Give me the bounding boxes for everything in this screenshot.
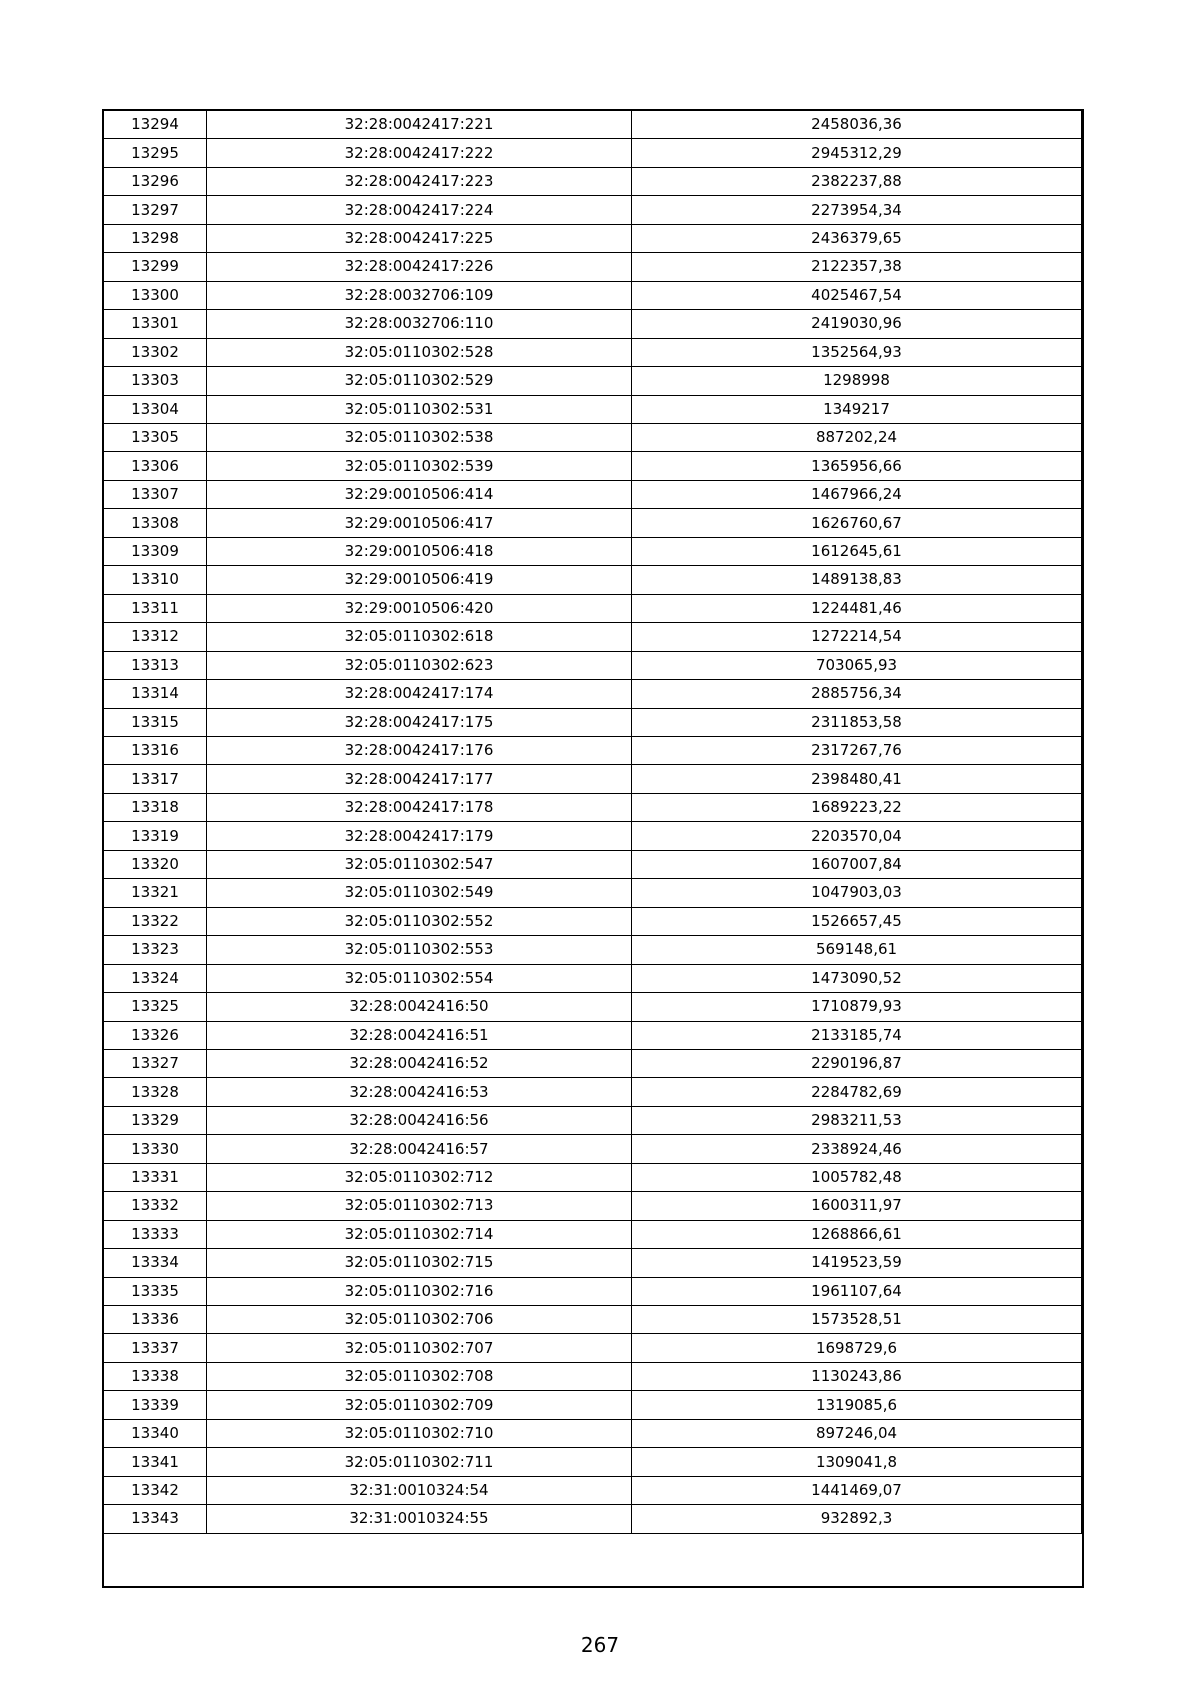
value-cell: 932892,3 [632,1505,1082,1533]
cadastral-number-cell: 32:28:0042417:179 [207,822,632,850]
table-row [104,367,1082,395]
value-cell: 1489138,83 [632,566,1082,594]
value-cell: 1961107,64 [632,1277,1082,1305]
table-row [104,111,1082,139]
cadastral-number-cell: 32:28:0042416:50 [207,993,632,1021]
row-number-cell: 13306 [104,452,207,480]
value-cell: 2382237,88 [632,167,1082,195]
value-cell: 1319085,6 [632,1391,1082,1419]
value-cell: 1612645,61 [632,537,1082,565]
row-number-cell: 13302 [104,338,207,366]
row-number-cell: 13339 [104,1391,207,1419]
table-row [104,1391,1082,1419]
row-number-cell: 13305 [104,423,207,451]
row-number-cell: 13300 [104,281,207,309]
row-number-cell: 13329 [104,1106,207,1134]
value-cell: 1272214,54 [632,623,1082,651]
row-number-cell: 13303 [104,367,207,395]
table-row [104,936,1082,964]
cadastral-number-cell: 32:28:0042417:176 [207,736,632,764]
table-row [104,139,1082,167]
cadastral-number-cell: 32:05:0110302:528 [207,338,632,366]
cadastral-number-cell: 32:05:0110302:706 [207,1306,632,1334]
row-number-cell: 13328 [104,1078,207,1106]
table-row [104,509,1082,537]
table-row [104,850,1082,878]
value-cell: 1441469,07 [632,1476,1082,1504]
value-cell: 2133185,74 [632,1021,1082,1049]
row-number-cell: 13325 [104,993,207,1021]
table-row [104,1277,1082,1305]
cadastral-number-cell: 32:05:0110302:715 [207,1249,632,1277]
value-cell: 1526657,45 [632,907,1082,935]
row-number-cell: 13332 [104,1192,207,1220]
cadastral-number-cell: 32:05:0110302:716 [207,1277,632,1305]
value-cell: 897246,04 [632,1419,1082,1447]
table-row [104,765,1082,793]
table-row [104,879,1082,907]
value-cell: 1365956,66 [632,452,1082,480]
cadastral-number-cell: 32:28:0042416:53 [207,1078,632,1106]
cadastral-number-cell: 32:28:0042416:57 [207,1135,632,1163]
row-number-cell: 13307 [104,480,207,508]
table-row [104,907,1082,935]
cadastral-number-cell: 32:31:0010324:55 [207,1505,632,1533]
table-row [104,281,1082,309]
row-number-cell: 13308 [104,509,207,537]
row-number-cell: 13304 [104,395,207,423]
value-cell: 2122357,38 [632,253,1082,281]
table-row [104,1476,1082,1504]
page-number: 267 [580,1633,620,1657]
cadastral-number-cell: 32:05:0110302:529 [207,367,632,395]
cadastral-number-cell: 32:05:0110302:710 [207,1419,632,1447]
row-number-cell: 13333 [104,1220,207,1248]
table-row [104,793,1082,821]
cadastral-number-cell: 32:29:0010506:414 [207,480,632,508]
table-row [104,736,1082,764]
table-row [104,594,1082,622]
table-row [104,338,1082,366]
row-number-cell: 13316 [104,736,207,764]
table-row [104,1220,1082,1248]
row-number-cell: 13297 [104,196,207,224]
cadastral-number-cell: 32:05:0110302:707 [207,1334,632,1362]
table-body [104,111,1082,1534]
row-number-cell: 13321 [104,879,207,907]
cadastral-number-cell: 32:31:0010324:54 [207,1476,632,1504]
table-row [104,566,1082,594]
row-number-cell: 13314 [104,680,207,708]
table-row [104,680,1082,708]
row-number-cell: 13320 [104,850,207,878]
table-row [104,1192,1082,1220]
table-row [104,224,1082,252]
row-number-cell: 13315 [104,708,207,736]
row-number-cell: 13334 [104,1249,207,1277]
cadastral-number-cell: 32:05:0110302:554 [207,964,632,992]
value-cell: 2458036,36 [632,111,1082,139]
value-cell: 2317267,76 [632,736,1082,764]
table-row [104,1419,1082,1447]
value-cell: 2885756,34 [632,680,1082,708]
row-number-cell: 13317 [104,765,207,793]
value-cell: 2273954,34 [632,196,1082,224]
value-cell: 1268866,61 [632,1220,1082,1248]
cadastral-number-cell: 32:05:0110302:708 [207,1362,632,1390]
row-number-cell: 13343 [104,1505,207,1533]
row-number-cell: 13299 [104,253,207,281]
row-number-cell: 13318 [104,793,207,821]
table-row [104,395,1082,423]
data-table [103,110,1082,1534]
table-row [104,480,1082,508]
row-number-cell: 13336 [104,1306,207,1334]
cadastral-number-cell: 32:28:0042417:222 [207,139,632,167]
row-number-cell: 13298 [104,224,207,252]
row-number-cell: 13310 [104,566,207,594]
cadastral-number-cell: 32:29:0010506:418 [207,537,632,565]
value-cell: 2983211,53 [632,1106,1082,1134]
cadastral-number-cell: 32:05:0110302:711 [207,1448,632,1476]
value-cell: 887202,24 [632,423,1082,451]
row-number-cell: 13323 [104,936,207,964]
row-number-cell: 13338 [104,1362,207,1390]
table-row [104,1448,1082,1476]
cadastral-number-cell: 32:28:0042417:225 [207,224,632,252]
value-cell: 2284782,69 [632,1078,1082,1106]
value-cell: 2338924,46 [632,1135,1082,1163]
value-cell: 1626760,67 [632,509,1082,537]
cadastral-number-cell: 32:28:0042417:177 [207,765,632,793]
value-cell: 2945312,29 [632,139,1082,167]
cadastral-number-cell: 32:28:0032706:110 [207,310,632,338]
value-cell: 1349217 [632,395,1082,423]
table-row [104,167,1082,195]
row-number-cell: 13311 [104,594,207,622]
value-cell: 1689223,22 [632,793,1082,821]
value-cell: 569148,61 [632,936,1082,964]
cadastral-number-cell: 32:05:0110302:713 [207,1192,632,1220]
cadastral-number-cell: 32:28:0042417:224 [207,196,632,224]
cadastral-number-cell: 32:05:0110302:623 [207,651,632,679]
cadastral-number-cell: 32:29:0010506:420 [207,594,632,622]
row-number-cell: 13313 [104,651,207,679]
table-row [104,993,1082,1021]
value-cell: 1573528,51 [632,1306,1082,1334]
table-row [104,452,1082,480]
cadastral-number-cell: 32:05:0110302:552 [207,907,632,935]
value-cell: 1698729,6 [632,1334,1082,1362]
value-cell: 1224481,46 [632,594,1082,622]
value-cell: 1600311,97 [632,1192,1082,1220]
value-cell: 1473090,52 [632,964,1082,992]
cadastral-number-cell: 32:05:0110302:618 [207,623,632,651]
cadastral-number-cell: 32:28:0042417:174 [207,680,632,708]
table-row [104,1135,1082,1163]
table-row [104,708,1082,736]
value-cell: 1467966,24 [632,480,1082,508]
cadastral-number-cell: 32:05:0110302:553 [207,936,632,964]
cadastral-number-cell: 32:28:0042417:175 [207,708,632,736]
table-row [104,253,1082,281]
cadastral-number-cell: 32:05:0110302:714 [207,1220,632,1248]
cadastral-number-cell: 32:28:0042417:223 [207,167,632,195]
row-number-cell: 13337 [104,1334,207,1362]
cadastral-number-cell: 32:05:0110302:538 [207,423,632,451]
cadastral-number-cell: 32:28:0042417:221 [207,111,632,139]
table-row [104,651,1082,679]
table-row [104,1078,1082,1106]
row-number-cell: 13296 [104,167,207,195]
row-number-cell: 13309 [104,537,207,565]
row-number-cell: 13327 [104,1049,207,1077]
table-row [104,196,1082,224]
table-row [104,822,1082,850]
row-number-cell: 13294 [104,111,207,139]
value-cell: 2290196,87 [632,1049,1082,1077]
row-number-cell: 13331 [104,1163,207,1191]
value-cell: 2436379,65 [632,224,1082,252]
cadastral-number-cell: 32:05:0110302:547 [207,850,632,878]
row-number-cell: 13341 [104,1448,207,1476]
cadastral-number-cell: 32:05:0110302:709 [207,1391,632,1419]
table-row [104,1306,1082,1334]
cadastral-number-cell: 32:05:0110302:549 [207,879,632,907]
value-cell: 2203570,04 [632,822,1082,850]
row-number-cell: 13330 [104,1135,207,1163]
table-row [104,1505,1082,1533]
value-cell: 1047903,03 [632,879,1082,907]
value-cell: 4025467,54 [632,281,1082,309]
row-number-cell: 13340 [104,1419,207,1447]
table-row [104,964,1082,992]
value-cell: 703065,93 [632,651,1082,679]
row-number-cell: 13324 [104,964,207,992]
cadastral-number-cell: 32:05:0110302:712 [207,1163,632,1191]
row-number-cell: 13335 [104,1277,207,1305]
cadastral-number-cell: 32:28:0042417:226 [207,253,632,281]
cadastral-number-cell: 32:05:0110302:531 [207,395,632,423]
table-row [104,310,1082,338]
table-row [104,537,1082,565]
row-number-cell: 13342 [104,1476,207,1504]
table-row [104,1362,1082,1390]
row-number-cell: 13326 [104,1021,207,1049]
cadastral-number-cell: 32:29:0010506:419 [207,566,632,594]
value-cell: 2398480,41 [632,765,1082,793]
cadastral-number-cell: 32:28:0042416:56 [207,1106,632,1134]
value-cell: 1309041,8 [632,1448,1082,1476]
table-row [104,1049,1082,1077]
row-number-cell: 13301 [104,310,207,338]
row-number-cell: 13319 [104,822,207,850]
value-cell: 1419523,59 [632,1249,1082,1277]
value-cell: 1005782,48 [632,1163,1082,1191]
value-cell: 1710879,93 [632,993,1082,1021]
table-row [104,1249,1082,1277]
value-cell: 2311853,58 [632,708,1082,736]
table-row [104,1334,1082,1362]
row-number-cell: 13322 [104,907,207,935]
table-row [104,1163,1082,1191]
cadastral-number-cell: 32:28:0042416:51 [207,1021,632,1049]
cadastral-number-cell: 32:05:0110302:539 [207,452,632,480]
cadastral-number-cell: 32:28:0042416:52 [207,1049,632,1077]
row-number-cell: 13295 [104,139,207,167]
row-number-cell: 13312 [104,623,207,651]
value-cell: 1607007,84 [632,850,1082,878]
table-row [104,623,1082,651]
value-cell: 2419030,96 [632,310,1082,338]
cadastral-number-cell: 32:29:0010506:417 [207,509,632,537]
value-cell: 1130243,86 [632,1362,1082,1390]
cadastral-number-cell: 32:28:0042417:178 [207,793,632,821]
table-row [104,1106,1082,1134]
value-cell: 1298998 [632,367,1082,395]
cadastral-number-cell: 32:28:0032706:109 [207,281,632,309]
table-row [104,1021,1082,1049]
table-row [104,423,1082,451]
value-cell: 1352564,93 [632,338,1082,366]
